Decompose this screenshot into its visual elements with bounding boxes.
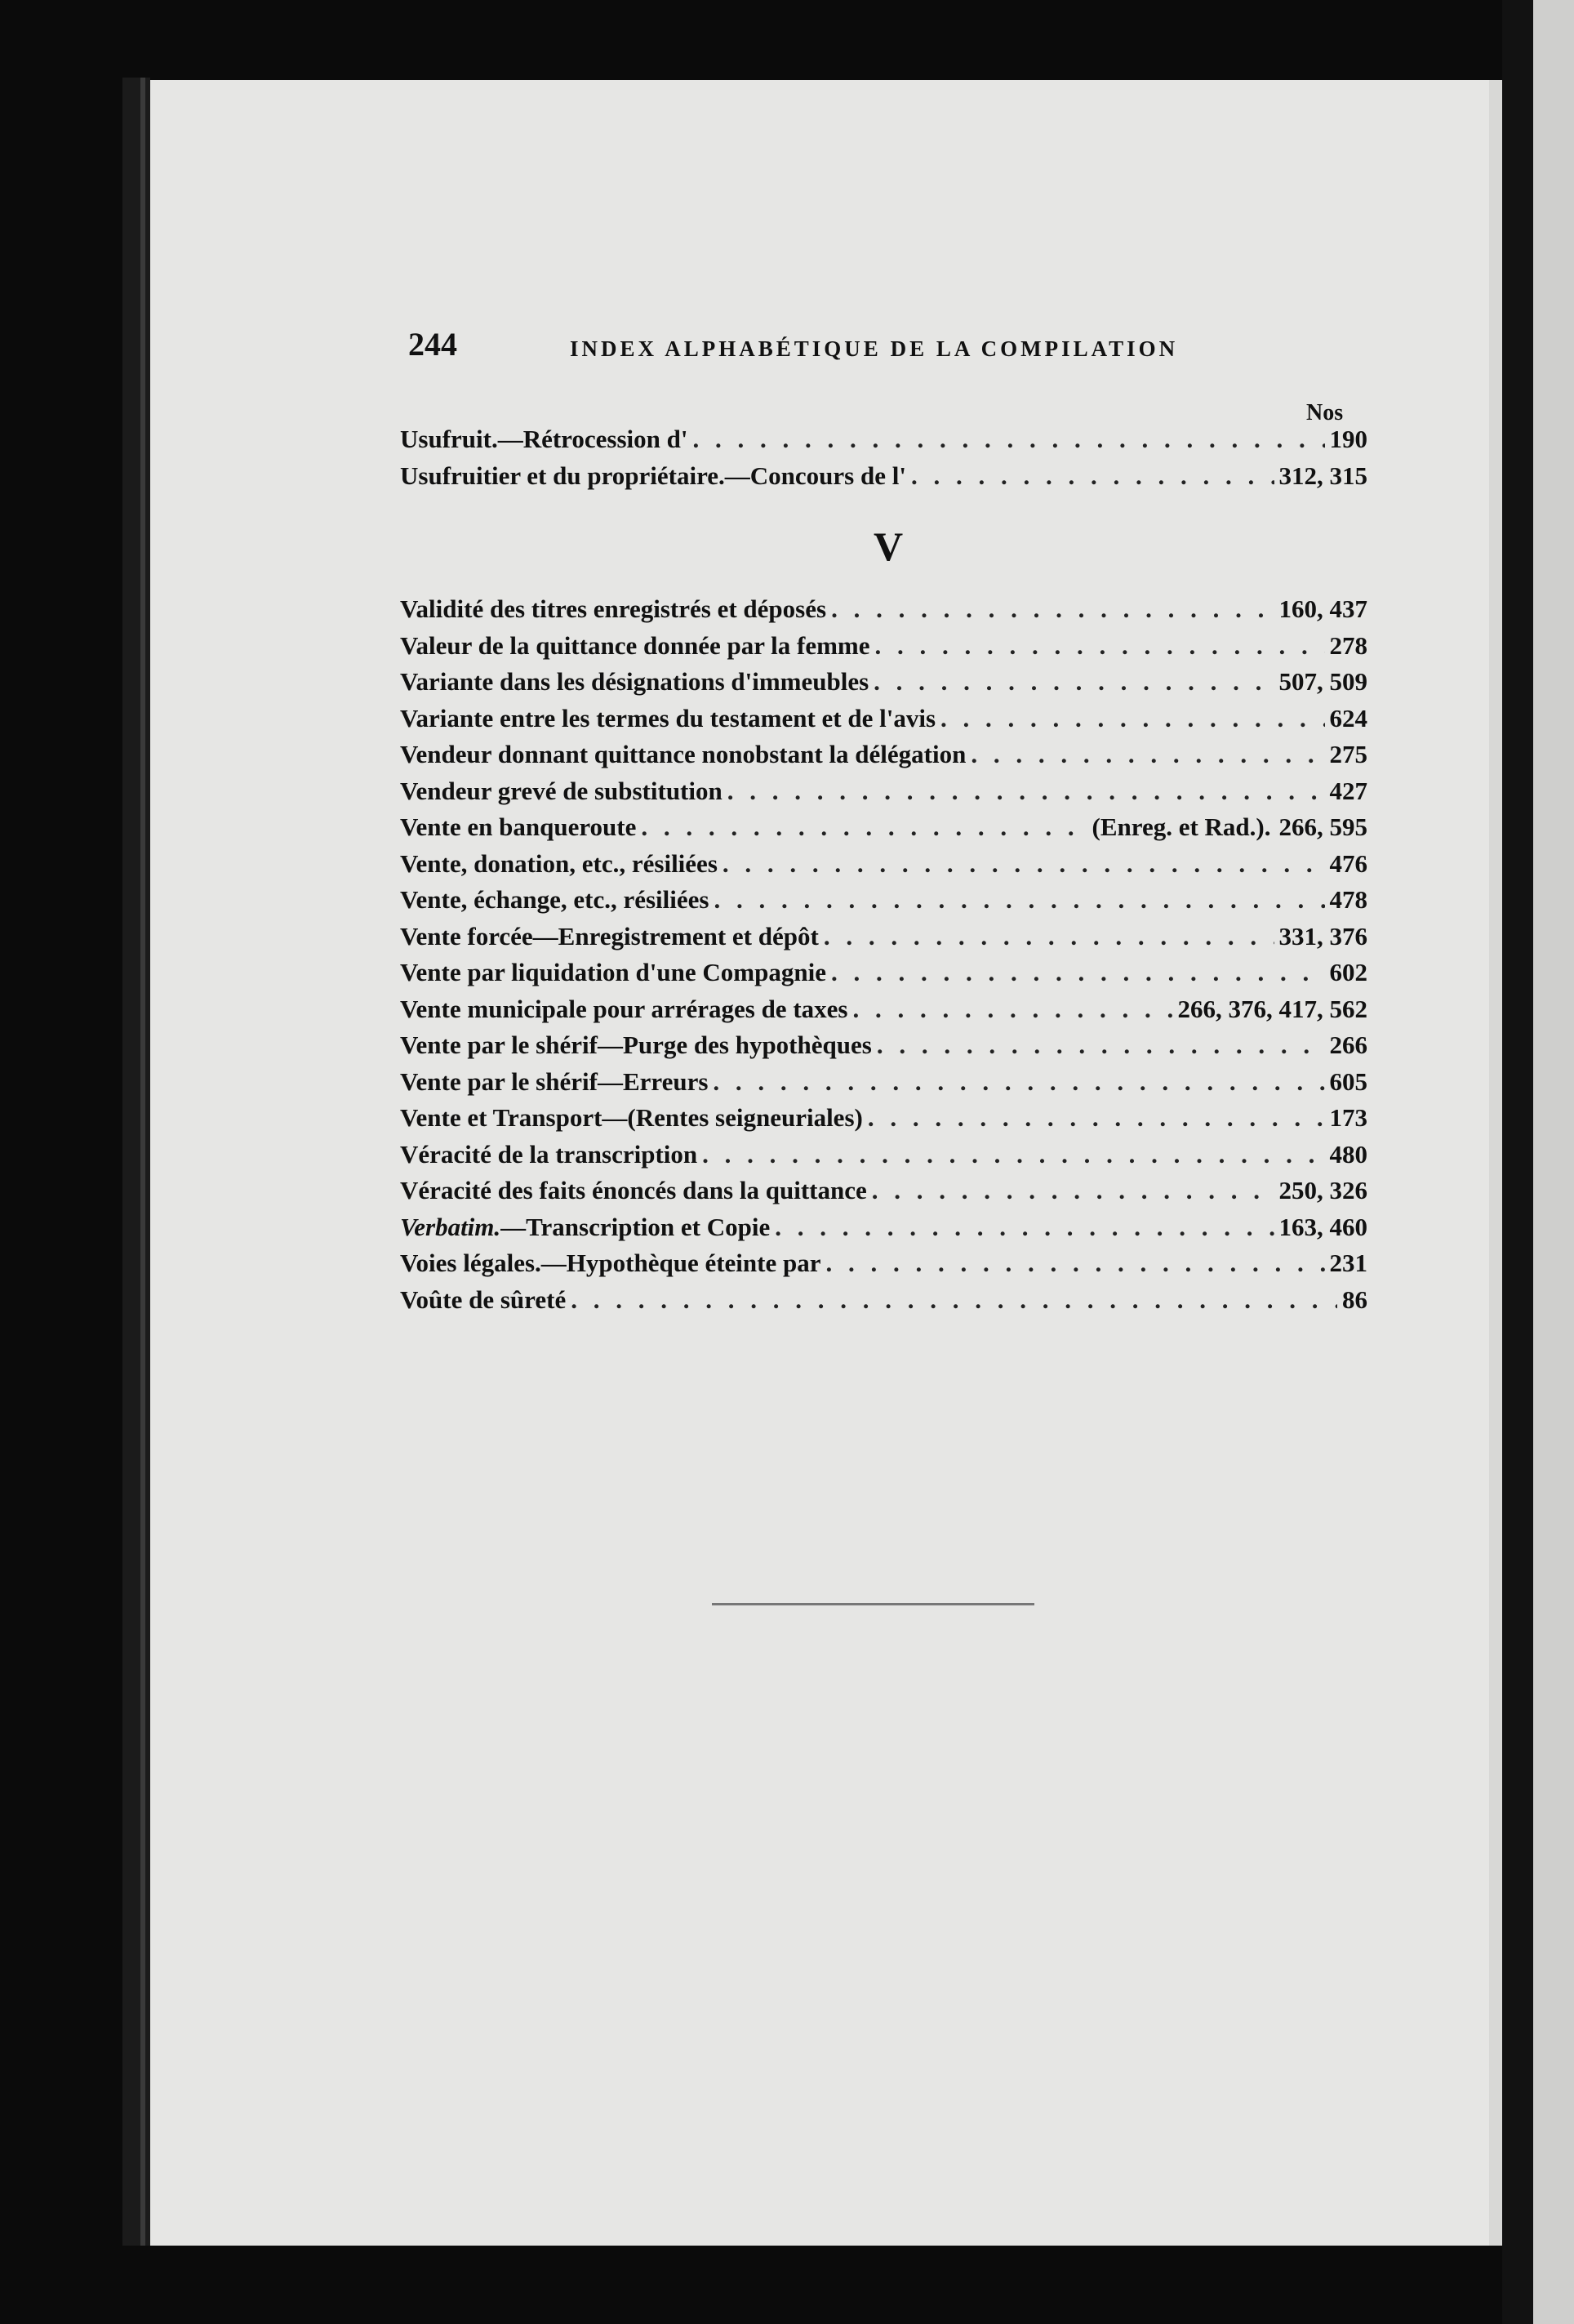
entry-text: Voies légales.—Hypothèque éteinte par: [400, 1249, 821, 1277]
section-letter: V: [874, 523, 904, 569]
page-number: 244: [408, 326, 457, 363]
dot-leader: [831, 958, 1325, 987]
entry-refs: 250, 326: [1278, 1176, 1367, 1204]
entry-note: (Enreg. et Rad.).: [1092, 813, 1271, 841]
entry-refs: 602: [1329, 958, 1367, 986]
dot-leader: [852, 995, 1172, 1024]
entry-text: Variante dans les désignations d'immeubles: [400, 667, 869, 696]
index-entry: [400, 594, 1367, 631]
entry-refs: 624: [1329, 703, 1367, 732]
page-header: [408, 325, 1380, 374]
entry-text: Variante entre les termes du testament et de l'avis: [400, 703, 936, 732]
index-entry: [400, 667, 1367, 704]
index-entry: [400, 958, 1367, 995]
index-entry: [400, 704, 1367, 741]
index-entry: [400, 885, 1367, 922]
book-binding: [122, 78, 150, 2246]
entry-text: Vente par liquidation d'une Compagnie: [400, 958, 826, 986]
entry-text: Vente, donation, etc., résiliées: [400, 848, 718, 878]
entry-refs: 190: [1329, 425, 1367, 453]
entry-text: Vendeur donnant quittance nonobstant la délégation: [400, 740, 967, 768]
entry-refs: 507, 509: [1278, 667, 1367, 696]
dot-leader: [723, 849, 1325, 879]
entry-text: Usufruit.—Rétrocession d': [400, 425, 688, 453]
entry-refs: 605: [1329, 1066, 1367, 1096]
index-entries-v: [400, 594, 1367, 1321]
dot-leader: [692, 425, 1324, 454]
entry-text: Voûte de sûreté: [400, 1284, 567, 1314]
entry-text: Valeur de la quittance donnée par la femme: [400, 630, 870, 660]
dot-leader: [940, 704, 1324, 733]
entry-text: Vente, échange, etc., résiliées: [400, 885, 709, 914]
index-entry: [400, 777, 1367, 813]
entry-text: Véracité de la transcription: [400, 1139, 698, 1169]
dot-leader: [727, 777, 1325, 806]
dot-leader: [824, 922, 1274, 951]
entry-text: Vente municipale pour arrérages de taxes: [400, 994, 848, 1023]
index-entry: [400, 922, 1367, 959]
dot-leader: [571, 1285, 1337, 1315]
dot-leader: [875, 631, 1325, 661]
entry-text: Vente et Transport—(Rentes seigneuriales): [400, 1103, 863, 1132]
numbers-column-label: Nos: [1306, 400, 1344, 425]
dot-leader: [877, 1031, 1325, 1060]
end-rule: [712, 1603, 1034, 1605]
index-entry: [400, 1176, 1367, 1213]
index-entry: [400, 1213, 1367, 1249]
dot-leader: [831, 594, 1274, 624]
dot-leader: [702, 1140, 1324, 1169]
entry-text: Vente en banqueroute: [400, 813, 637, 841]
entry-refs: 266: [1329, 1031, 1367, 1059]
entry-refs: 312, 315: [1278, 461, 1367, 490]
index-entry: [400, 740, 1367, 777]
entry-refs: 160, 437: [1278, 594, 1367, 623]
binding-edge: [140, 78, 145, 2246]
dot-leader: [911, 461, 1274, 491]
index-entry: [400, 1140, 1367, 1177]
dot-leader: [825, 1249, 1324, 1278]
entry-text: Vente par le shérif—Erreurs: [400, 1066, 709, 1096]
entry-refs: 231: [1329, 1249, 1367, 1277]
entry-refs: 476: [1329, 848, 1367, 878]
index-entry: [400, 1067, 1367, 1104]
entry-text: Vente forcée—Enregistrement et dépôt: [400, 921, 819, 951]
index-entries-u: [400, 425, 1367, 497]
dot-leader: [868, 1103, 1325, 1133]
entry-text-italic: Verbatim.: [400, 1212, 501, 1241]
index-entry: [400, 1031, 1367, 1067]
entry-refs: 331, 376: [1278, 921, 1367, 951]
dot-leader: [775, 1213, 1274, 1242]
entry-refs: 86: [1342, 1284, 1367, 1314]
index-entry: [400, 1285, 1367, 1322]
entry-refs: 480: [1329, 1139, 1367, 1169]
index-entry: [400, 995, 1367, 1031]
entry-text: Validité des titres enregistrés et déposés: [400, 594, 827, 623]
index-entry: [400, 425, 1367, 461]
index-entry: [400, 461, 1367, 498]
entry-refs: 163, 460: [1278, 1212, 1367, 1241]
index-entry: [400, 1103, 1367, 1140]
entry-text: Vente par le shérif—Purge des hypothèques: [400, 1031, 872, 1059]
dot-leader: [874, 667, 1274, 697]
dot-leader: [872, 1176, 1274, 1205]
running-title: INDEX ALPHABÉTIQUE DE LA COMPILATION: [570, 336, 1179, 361]
entry-text: Usufruitier et du propriétaire.—Concours de l': [400, 461, 906, 490]
dot-leader: [714, 885, 1324, 915]
dot-leader: [971, 740, 1324, 769]
entry-refs: 278: [1329, 630, 1367, 660]
entry-text: Vendeur grevé de substitution: [400, 776, 723, 805]
entry-text: Véracité des faits énoncés dans la quittance: [400, 1176, 867, 1204]
entry-refs: 266, 595: [1278, 813, 1367, 841]
entry-refs: 266, 376, 417, 562: [1177, 994, 1367, 1023]
dot-leader: [641, 813, 1087, 842]
index-entry: [400, 849, 1367, 886]
index-entry: [400, 631, 1367, 668]
entry-refs: 173: [1329, 1103, 1367, 1132]
entry-refs: 275: [1329, 740, 1367, 768]
adjacent-page-edge: [1533, 0, 1574, 2324]
entry-text: —Transcription et Copie: [500, 1212, 771, 1241]
dot-leader: [713, 1067, 1324, 1097]
entry-refs: 478: [1329, 885, 1367, 914]
index-entry: [400, 1249, 1367, 1285]
index-entry: [400, 813, 1367, 849]
entry-refs: 427: [1329, 776, 1367, 805]
page-right-edge: [1489, 80, 1502, 2246]
